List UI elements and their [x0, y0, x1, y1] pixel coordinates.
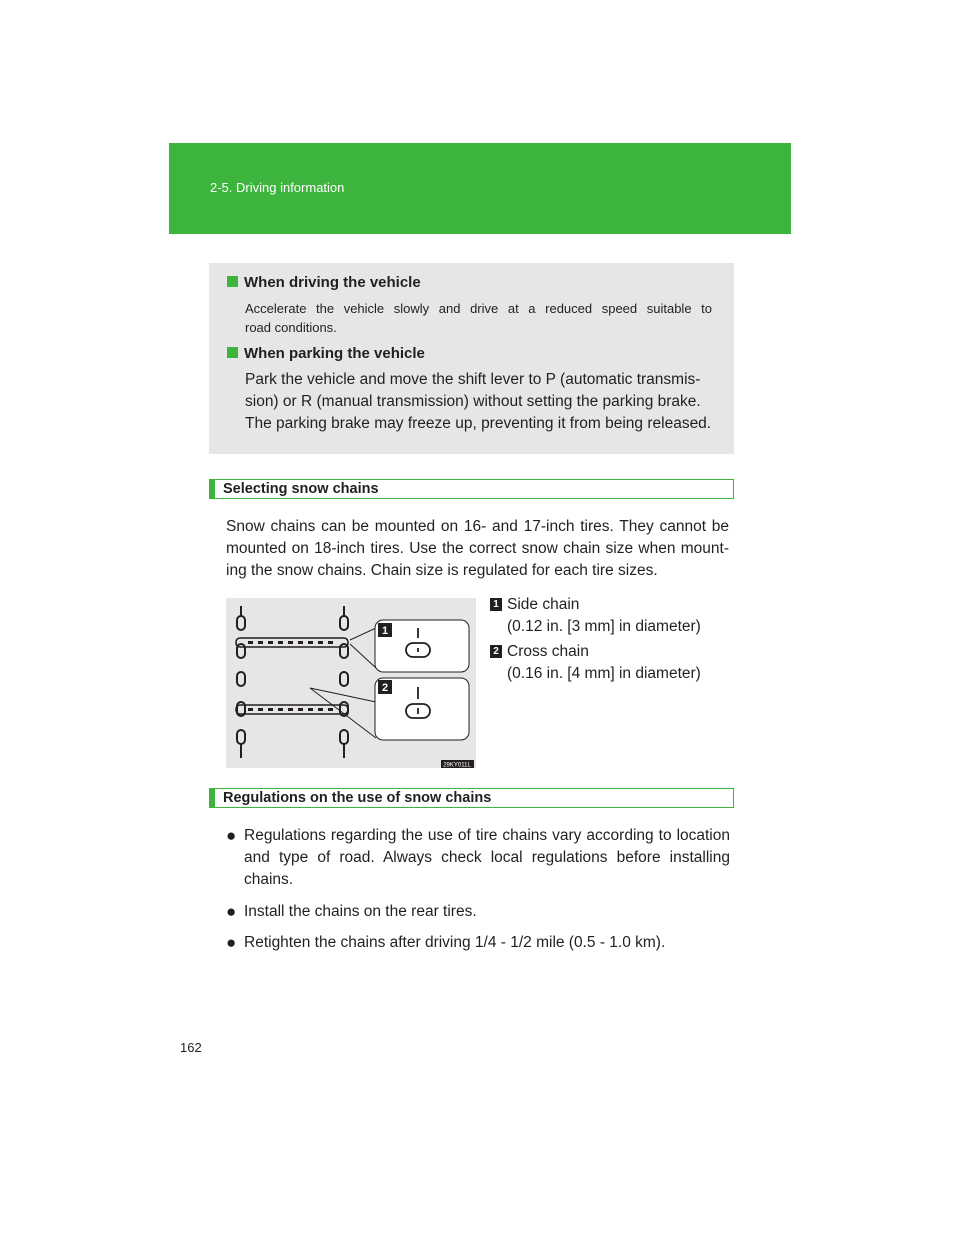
callout-1-icon: 1 — [490, 598, 502, 611]
bullet-dot-icon: ● — [226, 933, 237, 952]
list-item: ● Regulations regarding the use of tire chains vary according to location and type of road. Always check local regulations before installing chains. — [226, 826, 730, 888]
legend-item-side-chain: 1 Side chain (0.12 in. [3 mm] in diameter) — [507, 594, 701, 638]
figure-code: 29KY011L — [443, 762, 471, 768]
note-heading-driving: When driving the vehicle — [227, 274, 421, 291]
legend-item-cross-chain: 2 Cross chain (0.16 in. [4 mm] in diameter) — [507, 641, 701, 685]
square-bullet-icon — [227, 347, 238, 358]
list-item: ● Retighten the chains after driving 1/4 - 1/2 mile (0.5 - 1.0 km). — [226, 933, 666, 952]
section-marker — [209, 788, 215, 808]
snow-chain-figure — [226, 598, 476, 768]
snow-chain-illustration — [226, 598, 476, 768]
list-item: ● Install the chains on the rear tires. — [226, 902, 477, 921]
note-parking-text: Park the vehicle and move the shift lever to P (automatic transmis- sion) or R (manual transmission) without setting the parking brake. The parking brake may freeze up, preventing it from being released. — [245, 371, 712, 432]
page-number: 162 — [180, 1040, 202, 1055]
note-driving-text: Accelerate the vehicle slowly and drive at a reduced speed suitable to road conditions. — [245, 301, 712, 335]
section-bar-regulations: Regulations on the use of snow chains — [209, 788, 734, 808]
bullet-dot-icon: ● — [226, 902, 237, 921]
callout-2-icon: 2 — [490, 645, 502, 658]
bullet-dot-icon: ● — [226, 826, 237, 845]
note-heading-parking: When parking the vehicle — [227, 345, 425, 362]
figure-callout-1: 1 — [381, 625, 389, 637]
square-bullet-icon — [227, 276, 238, 287]
section-bar-selecting: Selecting snow chains — [209, 479, 734, 499]
section-header: 2-5. Driving information — [210, 180, 345, 195]
section-marker — [209, 479, 215, 499]
selecting-paragraph: Snow chains can be mounted on 16- and 17-inch tires. They cannot be mounted on 18-inch tires. Use the correct snow chain size when mount-ing the snow chains. Chain size is regulated for each tire sizes. — [226, 518, 729, 579]
figure-callout-2: 2 — [381, 682, 389, 694]
